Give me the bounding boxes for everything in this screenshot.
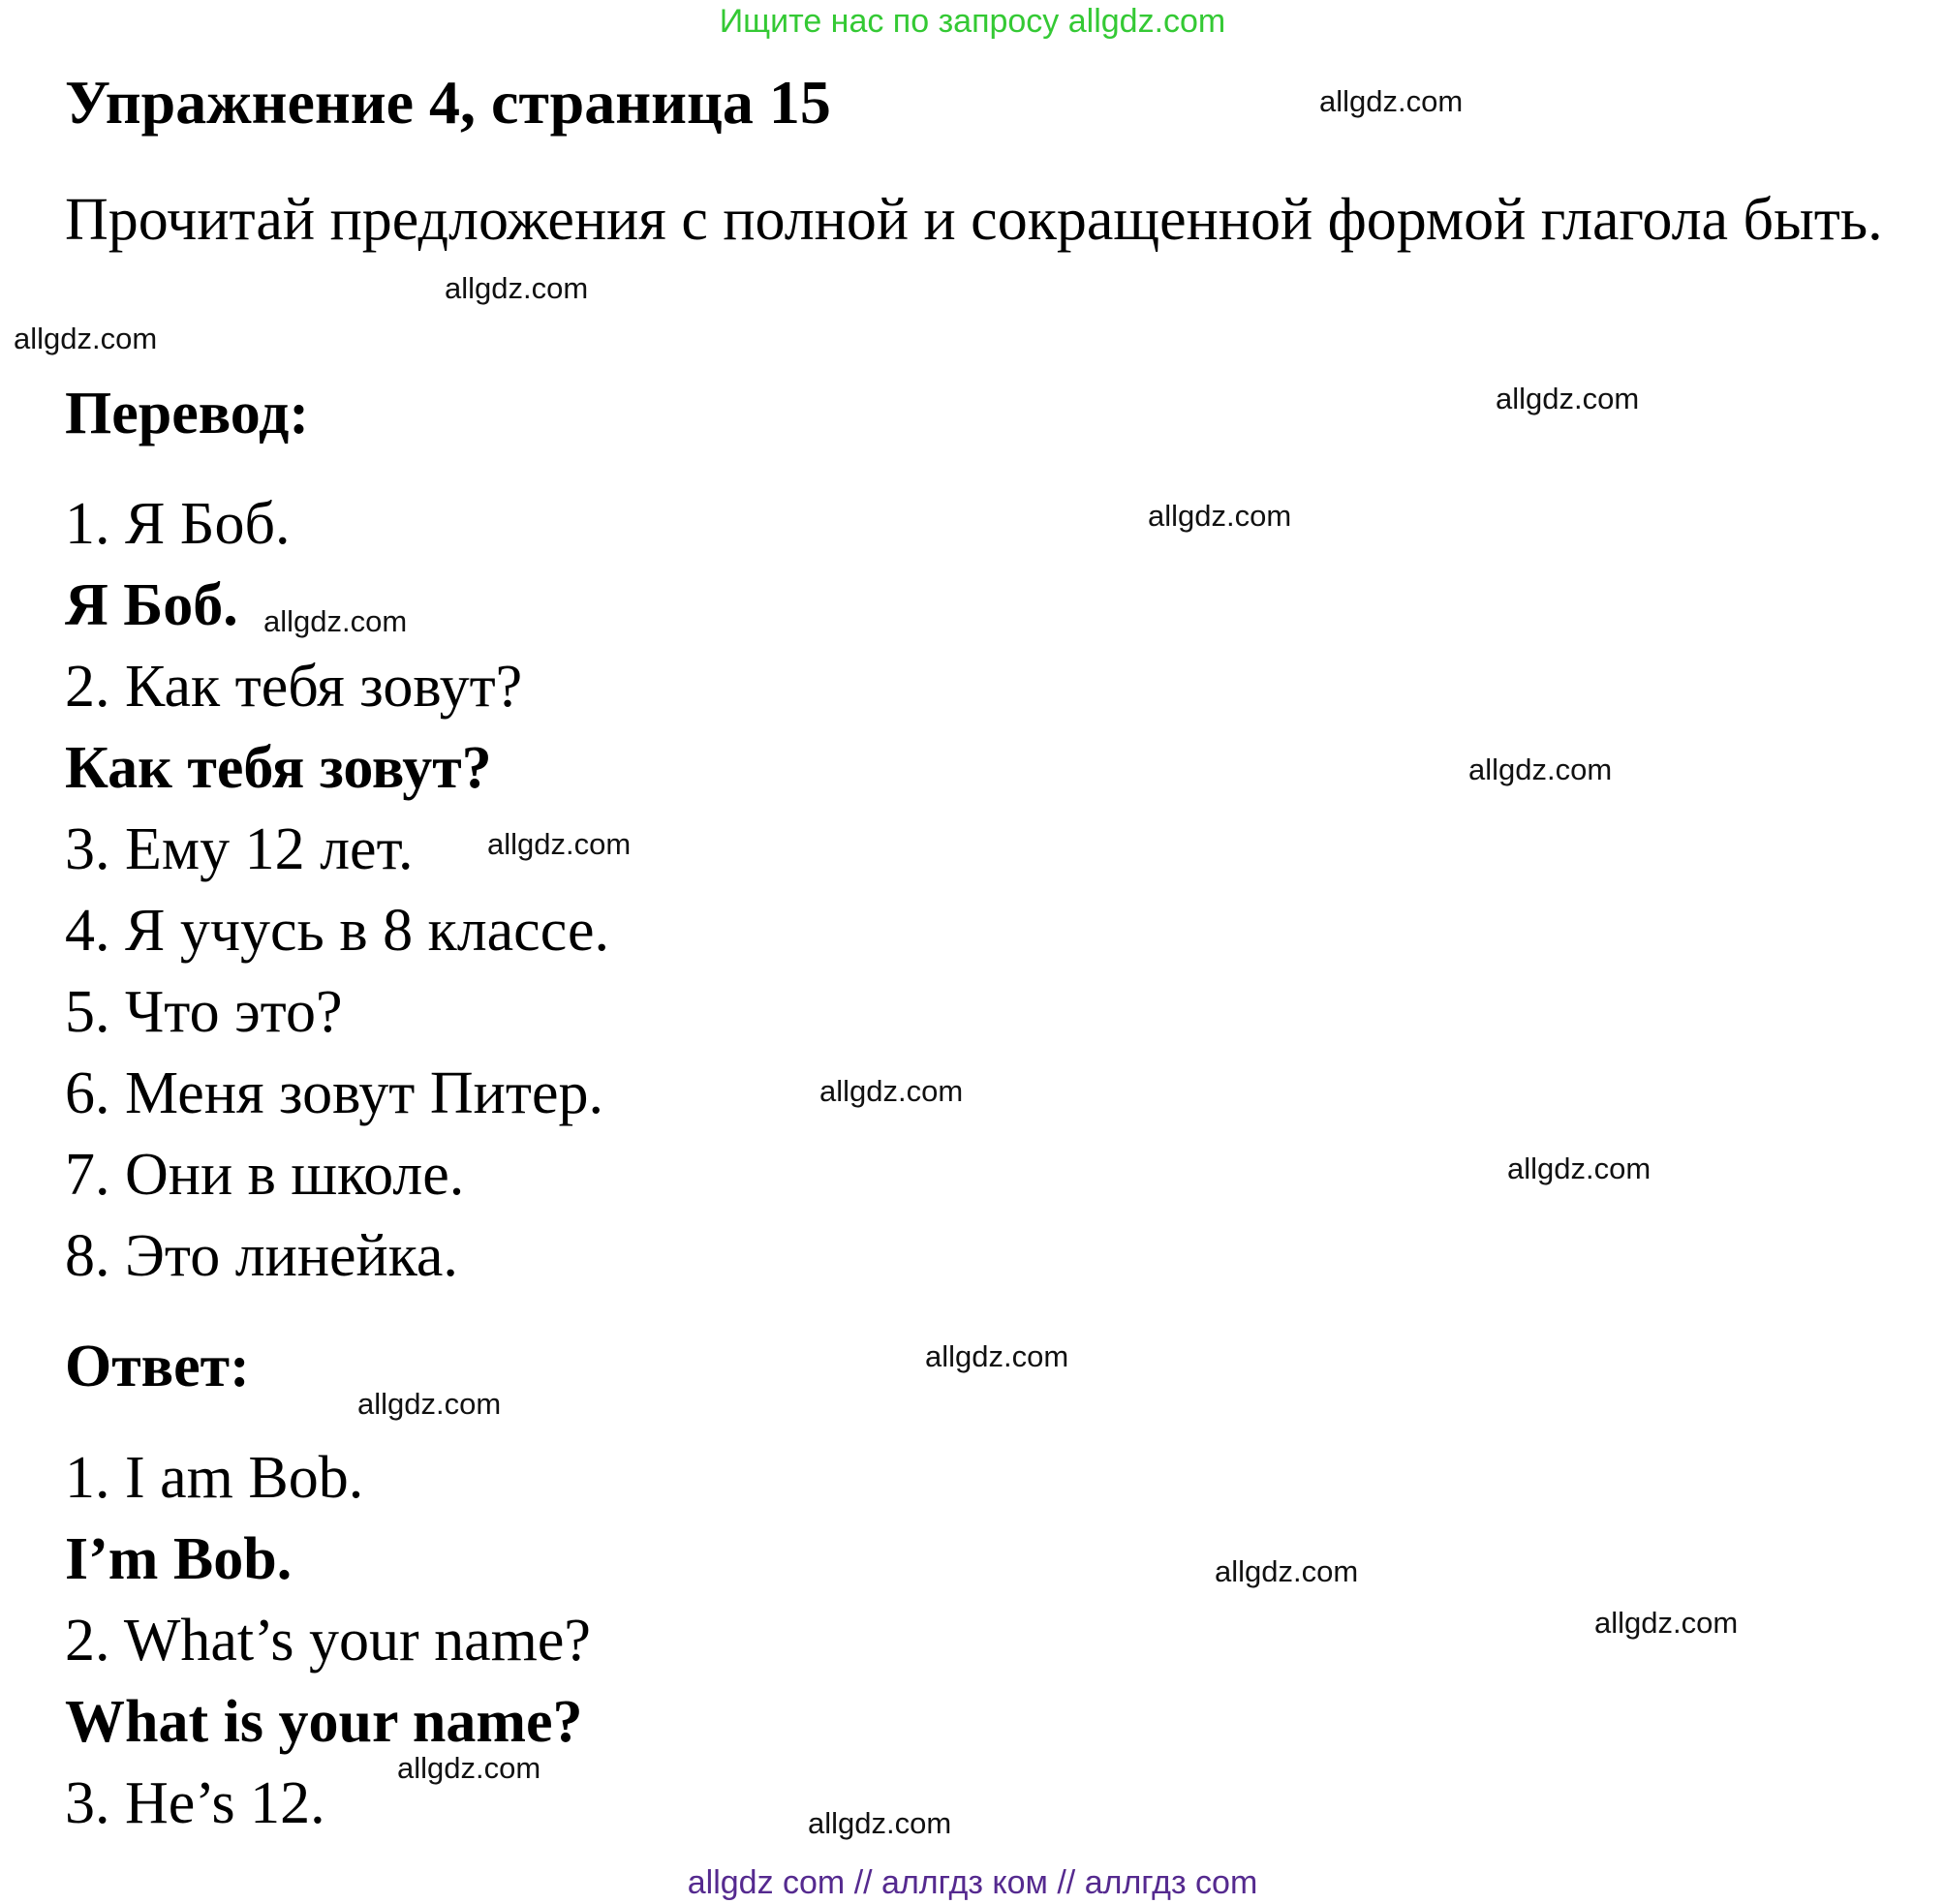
answer-heading: Ответ: — [65, 1334, 250, 1399]
translation-line: 3. Ему 12 лет. — [65, 816, 414, 882]
task-instruction: Прочитай предложения с полной и сокращенной формой глагола быть. — [65, 187, 1883, 253]
watermark: allgdz.com — [1319, 84, 1464, 118]
watermark: allgdz.com — [263, 604, 408, 638]
translation-line: 2. Как тебя зовут? — [65, 654, 523, 720]
answer-line-short: I’m Bob. — [65, 1526, 293, 1592]
translation-line-short: Я Боб. — [65, 572, 238, 638]
watermark: allgdz.com — [1148, 499, 1292, 533]
watermark: allgdz.com — [925, 1339, 1069, 1373]
watermark: allgdz.com — [14, 322, 158, 355]
exercise-title: Упражнение 4, страница 15 — [65, 68, 831, 137]
watermark: allgdz.com — [819, 1074, 964, 1108]
answer-line-full: What is your name? — [65, 1689, 583, 1755]
translation-line: 4. Я учусь в 8 классе. — [65, 898, 609, 964]
bottom-banner: allgdz com // аллгдз ком // аллгдз com — [687, 1864, 1258, 1901]
translation-line: 1. Я Боб. — [65, 491, 291, 557]
translation-heading: Перевод: — [65, 381, 310, 446]
watermark: allgdz.com — [1215, 1554, 1359, 1588]
answer-line: 1. I am Bob. — [65, 1445, 364, 1511]
translation-line: 6. Меня зовут Питер. — [65, 1060, 603, 1126]
translation-line: 8. Это линейка. — [65, 1223, 458, 1289]
watermark: allgdz.com — [397, 1751, 541, 1785]
answer-line: 3. He’s 12. — [65, 1770, 325, 1836]
translation-line: 7. Они в школе. — [65, 1142, 465, 1208]
watermark: allgdz.com — [1507, 1152, 1652, 1185]
watermark: allgdz.com — [808, 1806, 952, 1840]
watermark: allgdz.com — [357, 1387, 502, 1421]
answer-line: 2. What’s your name? — [65, 1608, 591, 1674]
top-search-banner: Ищите нас по запросу allgdz.com — [719, 3, 1226, 40]
watermark: allgdz.com — [1594, 1606, 1739, 1640]
watermark: allgdz.com — [445, 271, 589, 305]
watermark: allgdz.com — [1496, 382, 1640, 415]
translation-line-short: Как тебя зовут? — [65, 735, 492, 801]
watermark: allgdz.com — [1468, 752, 1613, 786]
translation-line: 5. Что это? — [65, 979, 343, 1045]
watermark: allgdz.com — [487, 827, 632, 861]
